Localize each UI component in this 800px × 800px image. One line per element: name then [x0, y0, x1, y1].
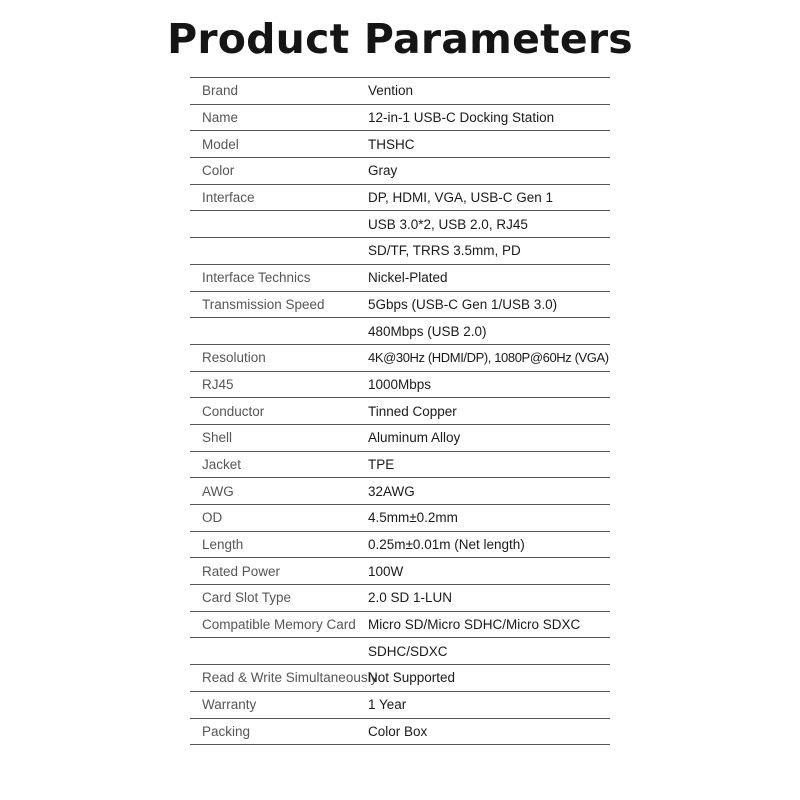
table-row — [190, 532, 610, 559]
table-row — [190, 238, 610, 265]
row-value: 5Gbps (USB-C Gen 1/USB 3.0) — [368, 296, 558, 312]
table-row — [190, 158, 610, 185]
row-value: Nickel-Plated — [368, 270, 448, 286]
row-value: SDHC/SDXC — [368, 643, 448, 659]
row-label: Warranty — [202, 697, 257, 713]
table-row — [190, 105, 610, 132]
table-row — [190, 558, 610, 585]
table-row — [190, 638, 610, 665]
table-row — [190, 265, 610, 292]
table-row — [190, 345, 610, 372]
row-value: 480Mbps (USB 2.0) — [368, 323, 487, 339]
table-row — [190, 665, 610, 692]
row-label: Transmission Speed — [202, 296, 325, 312]
table-row — [190, 372, 610, 399]
row-value: Micro SD/Micro SDHC/Micro SDXC — [368, 617, 581, 633]
row-label: Brand — [202, 83, 239, 99]
row-value: Tinned Copper — [368, 403, 457, 419]
row-value: Gray — [368, 163, 398, 179]
table-row — [190, 78, 610, 105]
table-row — [190, 398, 610, 425]
row-label: Interface — [202, 190, 255, 206]
row-label: OD — [202, 510, 223, 526]
row-value: 2.0 SD 1-LUN — [368, 590, 453, 606]
table-row — [190, 452, 610, 479]
spec-table — [190, 77, 610, 745]
table-row — [190, 292, 610, 319]
row-label: RJ45 — [202, 376, 234, 392]
row-value: USB 3.0*2, USB 2.0, RJ45 — [368, 216, 528, 232]
page-title: Product Parameters — [167, 15, 633, 63]
row-label: Resolution — [202, 350, 266, 366]
table-row — [190, 131, 610, 158]
table-row — [190, 425, 610, 452]
row-label: Length — [202, 537, 244, 553]
row-value: THSHC — [368, 136, 415, 152]
table-row — [190, 612, 610, 639]
table-row — [190, 318, 610, 345]
row-value: 0.25m±0.01m (Net length) — [368, 537, 525, 553]
row-value: Color Box — [368, 723, 428, 739]
row-value: SD/TF, TRRS 3.5mm, PD — [368, 243, 521, 259]
row-value: 100W — [368, 563, 404, 579]
row-value: Vention — [368, 83, 414, 99]
table-row — [190, 692, 610, 719]
row-label: Conductor — [202, 403, 265, 419]
table-row — [190, 585, 610, 612]
row-value: 4K@30Hz (HDMI/DP), 1080P@60Hz (VGA) — [368, 350, 609, 366]
row-value: 32AWG — [368, 483, 415, 499]
row-label: Packing — [202, 723, 251, 739]
row-label: Name — [202, 110, 239, 126]
row-label: Rated Power — [202, 563, 281, 579]
row-value: Not Supported — [368, 670, 456, 686]
table-row — [190, 211, 610, 238]
table-row — [190, 719, 610, 746]
row-label: Model — [202, 136, 239, 152]
row-value: 1000Mbps — [368, 376, 432, 392]
table-row — [190, 478, 610, 505]
table-row — [190, 505, 610, 532]
row-value: 12-in-1 USB-C Docking Station — [368, 110, 555, 126]
row-label: Compatible Memory Card — [202, 617, 356, 633]
row-label: AWG — [202, 483, 234, 499]
row-value: TPE — [368, 456, 395, 472]
row-label: Interface Technics — [202, 270, 311, 286]
row-label: Card Slot Type — [202, 590, 292, 606]
row-label: Color — [202, 163, 235, 179]
row-value: DP, HDMI, VGA, USB-C Gen 1 — [368, 190, 554, 206]
row-label: Jacket — [202, 456, 242, 472]
row-value: 1 Year — [368, 697, 407, 713]
row-label: Shell — [202, 430, 233, 446]
table-row — [190, 185, 610, 212]
row-value: Aluminum Alloy — [368, 430, 461, 446]
row-value: 4.5mm±0.2mm — [368, 510, 458, 526]
row-label: Read & Write Simultaneously — [202, 670, 378, 686]
